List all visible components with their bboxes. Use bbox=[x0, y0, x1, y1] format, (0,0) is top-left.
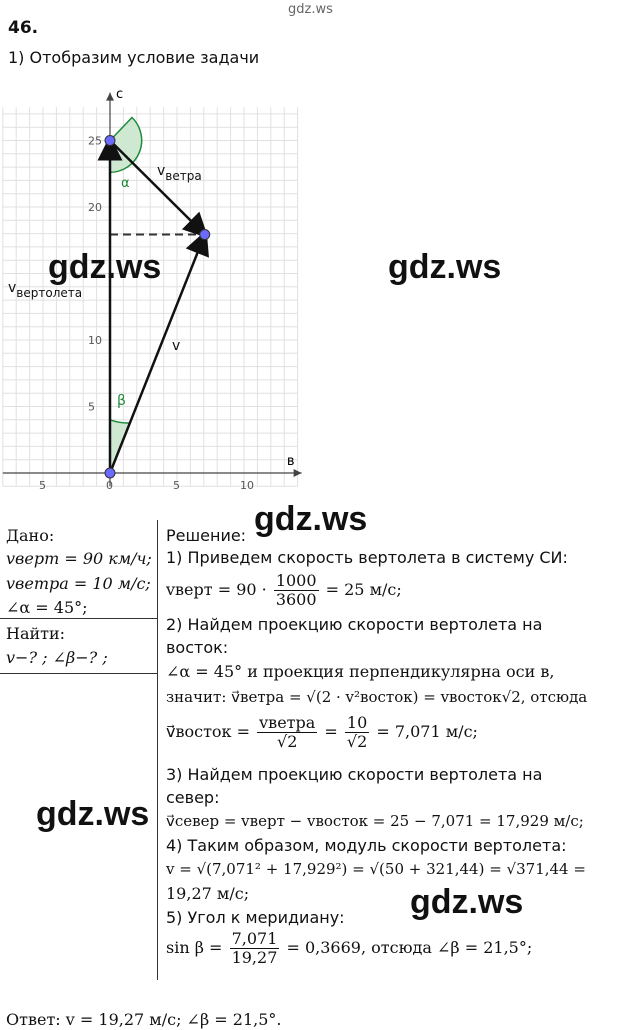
watermark: gdz.ws bbox=[48, 248, 162, 286]
formula-6-left: sin β = bbox=[166, 938, 223, 957]
y-axis-label: с bbox=[116, 86, 124, 102]
solution-step-3b: север: bbox=[166, 788, 220, 807]
formula-5b: 19,27 м/с; bbox=[166, 884, 250, 903]
formula-1-right: = 25 м/с; bbox=[325, 580, 402, 599]
label-v-wind: vветра bbox=[157, 163, 202, 183]
fraction-1-num: 1000 bbox=[275, 571, 317, 590]
fraction-1-den: 3600 bbox=[275, 590, 317, 609]
formula-1-left: vверт = 90 · bbox=[166, 580, 267, 599]
formula-6-right: = 0,3669, отсюда ∠β = 21,5°; bbox=[286, 938, 533, 957]
divider-given bbox=[0, 618, 157, 619]
label-v-helicopter: vвертолета bbox=[8, 280, 83, 300]
solution-step-2b: восток: bbox=[166, 638, 229, 657]
vector-point bbox=[105, 468, 115, 478]
y-tick-label: 5 bbox=[88, 400, 95, 414]
formula-2: значит: v⃗ветра = √(2 · v²восток) = vвосток√2, отсюда bbox=[166, 688, 588, 706]
y-tick-label: 20 bbox=[88, 201, 102, 214]
formula-3-right: = 7,071 м/с; bbox=[376, 722, 478, 741]
fraction-3-num: 10 bbox=[346, 713, 368, 732]
fraction-4 bbox=[230, 930, 280, 967]
solution-step-1: 1) Приведем скорость вертолета в систему СИ: bbox=[166, 548, 568, 567]
x-tick-label: 5 bbox=[173, 479, 180, 492]
given-line-3: ∠α = 45°; bbox=[6, 598, 88, 617]
vector-point bbox=[105, 136, 115, 146]
label-beta: β bbox=[117, 393, 126, 409]
find-header: Найти: bbox=[6, 624, 66, 643]
fraction-4-num: 7,071 bbox=[231, 929, 278, 948]
watermark: gdz.ws bbox=[36, 795, 150, 833]
x-tick-label: 10 bbox=[240, 479, 254, 492]
formula-5: v = √(7,071² + 17,929²) = √(50 + 321,44) = √371,44 = bbox=[166, 860, 586, 878]
problem-number: 46. bbox=[8, 18, 39, 38]
y-tick-label: 25 bbox=[88, 134, 102, 148]
fraction-4-den: 19,27 bbox=[231, 948, 278, 967]
solution-step-2c: ∠α = 45° и проекция перпендикулярна оси в, bbox=[166, 662, 555, 681]
answer: Ответ: v = 19,27 м/с; ∠β = 21,5°. bbox=[6, 1010, 282, 1029]
solution-step-3a: 3) Найдем проекцию скорости вертолета на bbox=[166, 765, 543, 784]
site-watermark-top: gdz.ws bbox=[288, 2, 333, 17]
label-alpha: α bbox=[121, 176, 130, 191]
x-tick-label: 5 bbox=[39, 479, 46, 492]
fraction-1 bbox=[274, 572, 319, 609]
formula-3: v⃗восток = $\frac{\text{vветра}}{√2}$ = $\frac{10}{√2}$ = 7,071 м/с; bbox=[166, 713, 478, 751]
vector-point bbox=[200, 230, 210, 240]
formula-4: v⃗север = vверт − vвосток = 25 − 7,071 = 17,929 м/с; bbox=[166, 812, 584, 830]
y-tick-label: 10 bbox=[88, 334, 102, 347]
find-line: v−? ; ∠β−? ; bbox=[6, 648, 108, 667]
divider-vertical bbox=[157, 520, 158, 980]
fraction-2-num: vветра bbox=[259, 713, 316, 732]
x-tick-label: 0 bbox=[106, 479, 113, 492]
fraction-3 bbox=[345, 714, 369, 751]
given-line-1: vверт = 90 км/ч; bbox=[6, 549, 152, 568]
watermark: gdz.ws bbox=[410, 883, 524, 921]
watermark: gdz.ws bbox=[388, 248, 502, 286]
formula-1 bbox=[166, 572, 402, 609]
x-axis-label: в bbox=[286, 454, 295, 469]
solution-step-5: 5) Угол к меридиану: bbox=[166, 908, 345, 927]
given-header: Дано: bbox=[6, 526, 55, 545]
y-axis-arrow bbox=[106, 93, 114, 101]
given-line-2: vветра = 10 м/с; bbox=[6, 574, 151, 593]
solution-header: Решение: bbox=[166, 526, 247, 545]
solution-step-2a: 2) Найдем проекцию скорости вертолета на bbox=[166, 615, 543, 634]
formula-3-left: v⃗восток = bbox=[166, 722, 251, 741]
step-1-heading: 1) Отобразим условие задачи bbox=[8, 48, 260, 67]
formula-6 bbox=[166, 930, 532, 967]
fraction-2-den: √2 bbox=[277, 732, 298, 751]
fraction-2 bbox=[257, 714, 317, 751]
watermark: gdz.ws bbox=[254, 500, 368, 538]
solution-step-4: 4) Таким образом, модуль скорости вертолета: bbox=[166, 836, 567, 855]
label-v: v bbox=[172, 338, 181, 354]
fraction-3-den: √2 bbox=[346, 732, 368, 751]
divider-find bbox=[0, 673, 157, 674]
